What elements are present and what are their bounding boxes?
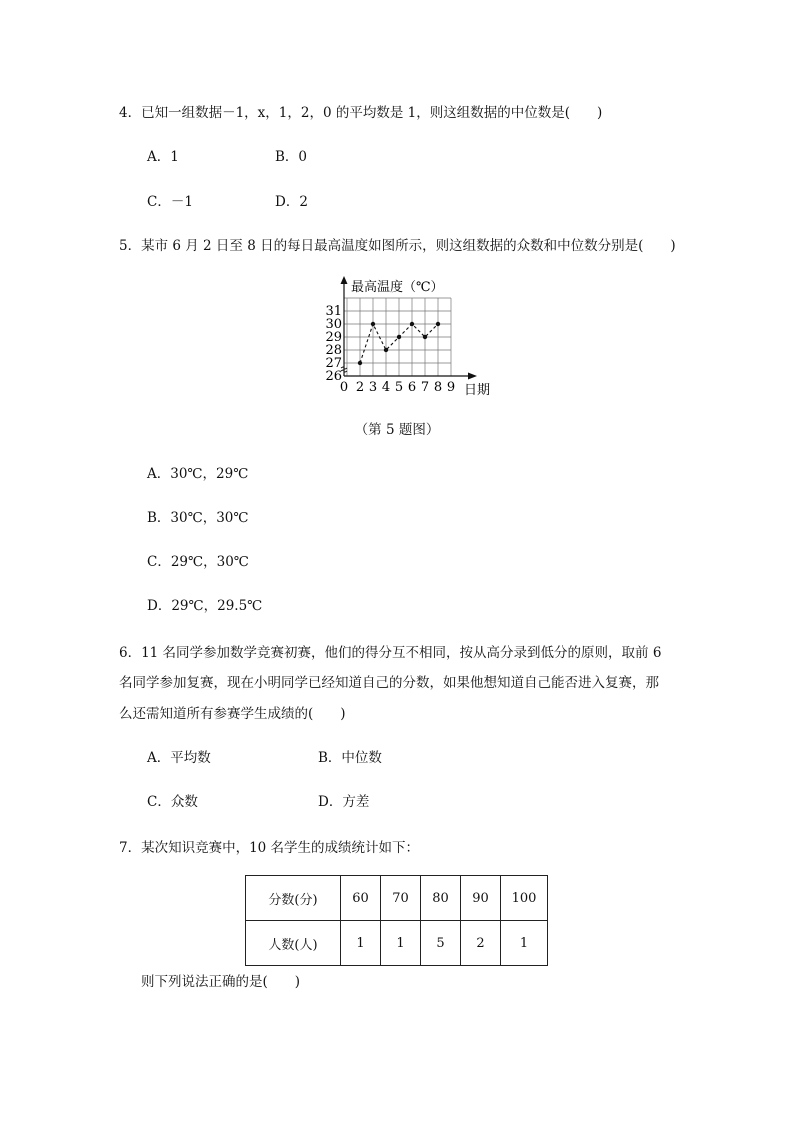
q6-option-d: D．方差 — [318, 794, 370, 810]
temperature-line-chart — [322, 272, 502, 400]
q6-stem-line-2: 名同学参加复赛，现在小明同学已经知道自己的分数，如果他想知道自己能否进入复赛，那 — [119, 675, 659, 691]
y-axis-arrow — [341, 276, 348, 284]
x-tick-label: 8 — [433, 380, 443, 395]
table-cell: 1 — [381, 921, 421, 966]
q7-tail: 则下列说法正确的是( ) — [141, 974, 301, 990]
table-cell: 1 — [341, 921, 381, 966]
q6-stem-line-3: 么还需知道所有参赛学生成绩的( ) — [119, 706, 346, 722]
q5-stem: 5．某市 6 月 2 日至 8 日的每日最高温度如图所示，则这组数据的众数和中位数分别是( ) — [119, 238, 676, 254]
q5-option-a: A．30℃，29℃ — [147, 466, 249, 482]
q5-option-d: D．29℃，29.5℃ — [147, 598, 263, 614]
q5-option-b: B．30℃，30℃ — [147, 510, 249, 526]
data-point — [397, 335, 401, 339]
table-cell: 90 — [461, 876, 501, 921]
x-tick-label: 3 — [368, 380, 378, 395]
table-cell: 70 — [381, 876, 421, 921]
data-point — [384, 348, 388, 352]
q5-option-c: C．29℃，30℃ — [147, 554, 249, 570]
data-point — [423, 335, 427, 339]
x-axis-label: 日期 — [464, 383, 491, 398]
table-cell: 100 — [501, 876, 548, 921]
table-row — [246, 876, 548, 921]
y-tick-label: 28 — [325, 343, 342, 358]
y-tick-label: 29 — [325, 330, 342, 345]
q6-option-a: A．平均数 — [147, 750, 211, 766]
q6-option-c: C．众数 — [147, 794, 198, 810]
q4-option-d: D．2 — [275, 194, 308, 210]
q4-option-c: C．－1 — [147, 194, 193, 210]
q6-option-b: B．中位数 — [318, 750, 382, 766]
table-cell: 5 — [421, 921, 461, 966]
table-cell: 80 — [421, 876, 461, 921]
x-tick-label: 5 — [394, 380, 404, 395]
data-point — [410, 322, 414, 326]
x-axis-arrow — [468, 373, 477, 380]
y-axis-label: 最高温度（℃） — [351, 280, 444, 295]
q4-option-b: B．0 — [275, 149, 308, 165]
data-point — [358, 361, 362, 365]
q7-stem: 7．某次知识竞赛中，10 名学生的成绩统计如下： — [119, 840, 420, 856]
score-table — [245, 875, 548, 966]
q4-stem: 4．已知一组数据－1，x，1，2，0 的平均数是 1，则这组数据的中位数是( ) — [119, 105, 603, 121]
q6-stem-line-1: 6．11 名同学参加数学竞赛初赛，他们的得分互不相同，按从高分录到低分的原则，取前 6 — [119, 645, 662, 661]
table-header-count: 人数(人) — [246, 921, 341, 966]
chart-ticks — [325, 304, 455, 395]
x-tick-label: 4 — [381, 380, 391, 395]
table-cell: 2 — [461, 921, 501, 966]
x-tick-label: 2 — [355, 380, 365, 395]
y-tick-label: 26 — [325, 369, 342, 384]
x-tick-label: 7 — [420, 380, 430, 395]
x-tick-label: 9 — [446, 380, 456, 395]
y-tick-label: 31 — [325, 304, 342, 319]
q5-figure-caption: （第 5 题图） — [354, 422, 440, 438]
table-cell: 60 — [341, 876, 381, 921]
x-tick-label: 6 — [407, 380, 417, 395]
table-row — [246, 921, 548, 966]
q4-option-a: A．1 — [147, 149, 179, 165]
data-point — [436, 322, 440, 326]
table-cell: 1 — [501, 921, 548, 966]
y-tick-label: 27 — [325, 356, 342, 371]
table-header-score: 分数(分) — [246, 876, 341, 921]
x-tick-label: 0 — [339, 380, 349, 395]
data-point — [371, 322, 375, 326]
y-tick-label: 30 — [325, 317, 342, 332]
